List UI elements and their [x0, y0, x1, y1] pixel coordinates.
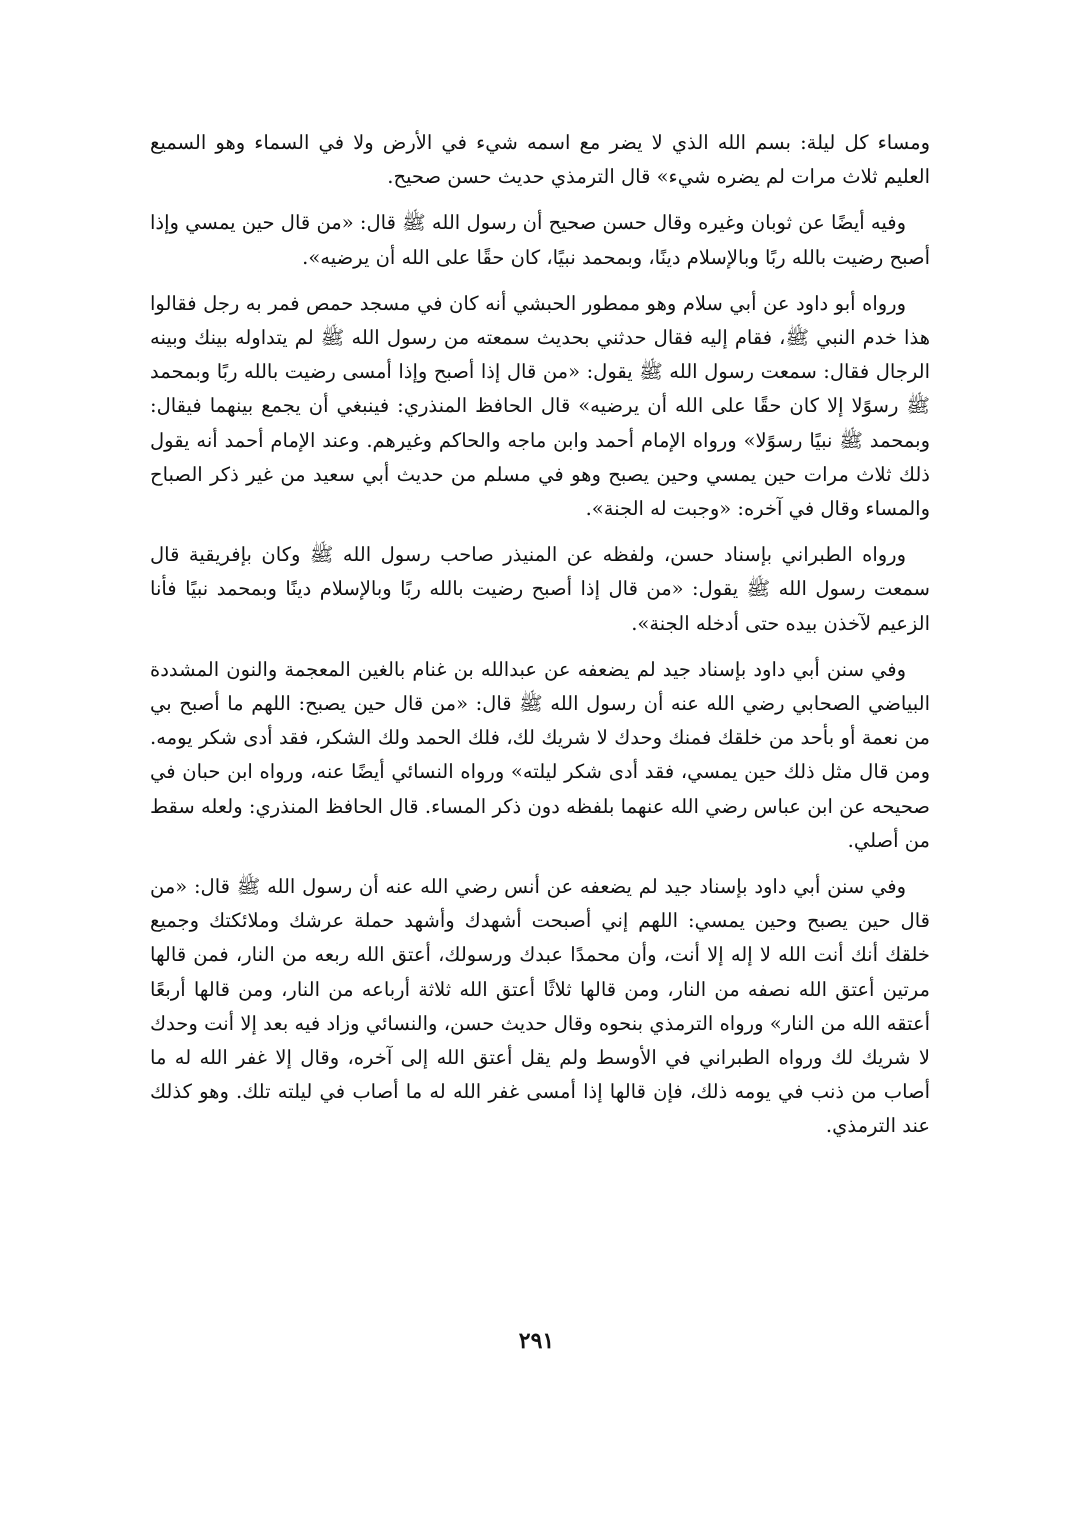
- page-number: ٢٩١: [518, 1328, 555, 1354]
- paragraph-5: وفي سنن أبي داود بإسناد جيد لم يضعفه عن عبدالله بن غنام بالغين المعجمة والنون المشددة البياضي الصحابي رضي الله عنه أن رسول الله ﷺ قال: «من قال حين يصبح: اللهم ما أصبح بي من نعمة أو بأحد من خلقك فمنك وحدك لا شريك لك، فلك الحمد ولك الشكر، فقد أدى شكر يومه. ومن قال مثل ذلك حين يمسي، فقد أدى شكر ليلته» ورواه النسائي أيضًا عنه، ورواه ابن حبان في صحيحه عن ابن عباس رضي الله عنهما بلفظه دون ذكر المساء. قال الحافظ المنذري: ولعله سقط من أصلي.: [150, 657, 930, 852]
- paragraph-3: ورواه أبو داود عن أبي سلام وهو ممطور الحبشي أنه كان في مسجد حمص فمر به رجل فقالوا هذا خدم النبي ﷺ، فقام إليه فقال حدثني بحديث سمعته من رسول الله ﷺ لم يتداوله بينك وبينه الرجال فقال: سمعت رسول الله ﷺ يقول: «من قال إذا أصبح وإذا أمسى رضيت بالله ربًا وبمحمد ﷺ رسوًلا إلا كان حقًا على الله أن يرضيه» قال الحافظ المنذري: فينبغي أن يجمع بينهما فيقال: وبمحمد ﷺ نبيًا رسوًلا» ورواه الإمام أحمد وابن ماجه والحاكم وغيرهم. وعند الإمام أحمد أنه يقول ذلك ثلاث مرات حين يمسي وحين يصبح وهو في مسلم من حديث أبي سعيد من غير ذكر الصباح والمساء وقال في آخره: «وجبت له الجنة».: [150, 291, 930, 521]
- body-text: [150, 126, 930, 1156]
- paragraph-2: وفيه أيضًا عن ثوبان وغيره وقال حسن صحيح أن رسول الله ﷺ قال: «من قال حين يمسي وإذا أصبح رضيت بالله ربًا وبالإسلام دينًا، وبمحمد نبيًا، كان حقًا على الله أن يرضيه».: [150, 211, 930, 269]
- paragraph-1: ومساء كل ليلة: بسم الله الذي لا يضر مع اسمه شيء في الأرض ولا في السماء وهو السميع العليم ثلاث مرات لم يضره شيء» قال الترمذي حديث حسن صحيح.: [150, 131, 930, 189]
- paragraph-4: ورواه الطبراني بإسناد حسن، ولفظه عن المنيذر صاحب رسول الله ﷺ وكان بإفريقية قال سمعت رسول الله ﷺ يقول: «من قال إذا أصبح رضيت بالله ربًا وبالإسلام دينًا وبمحمد نبيًا فأنا الزعيم لآخذن بيده حتى أدخله الجنة».: [150, 543, 930, 635]
- paragraph-6: وفي سنن أبي داود بإسناد جيد لم يضعفه عن أنس رضي الله عنه أن رسول الله ﷺ قال: «من قال حين يصبح وحين يمسي: اللهم إني أصبحت أشهدك وأشهد حملة عرشك وملائكتك وجميع خلقك أنك أنت الله لا إله إلا أنت، وأن محمدًا عبدك ورسولك، أعتق الله ربعه من النار، فمن قالها مرتين أعتق الله نصفه من النار، ومن قالها ثلاثًا أعتق الله ثلاثة أرباعه من النار، ومن قالها أربعًا أعتقه الله من النار» ورواه الترمذي بنحوه وقال حديث حسن، والنسائي وزاد فيه بعد إلا أنت وحدك لا شريك لك ورواه الطبراني في الأوسط ولم يقل أعتق الله إلى آخره، وقال إلا غفر الله له ما أصاب من ذنب في يومه ذلك، فإن قالها إذا أمسى غفر الله له ما أصاب في ليلته تلك. وهو كذلك عند الترمذي.: [150, 875, 930, 1138]
